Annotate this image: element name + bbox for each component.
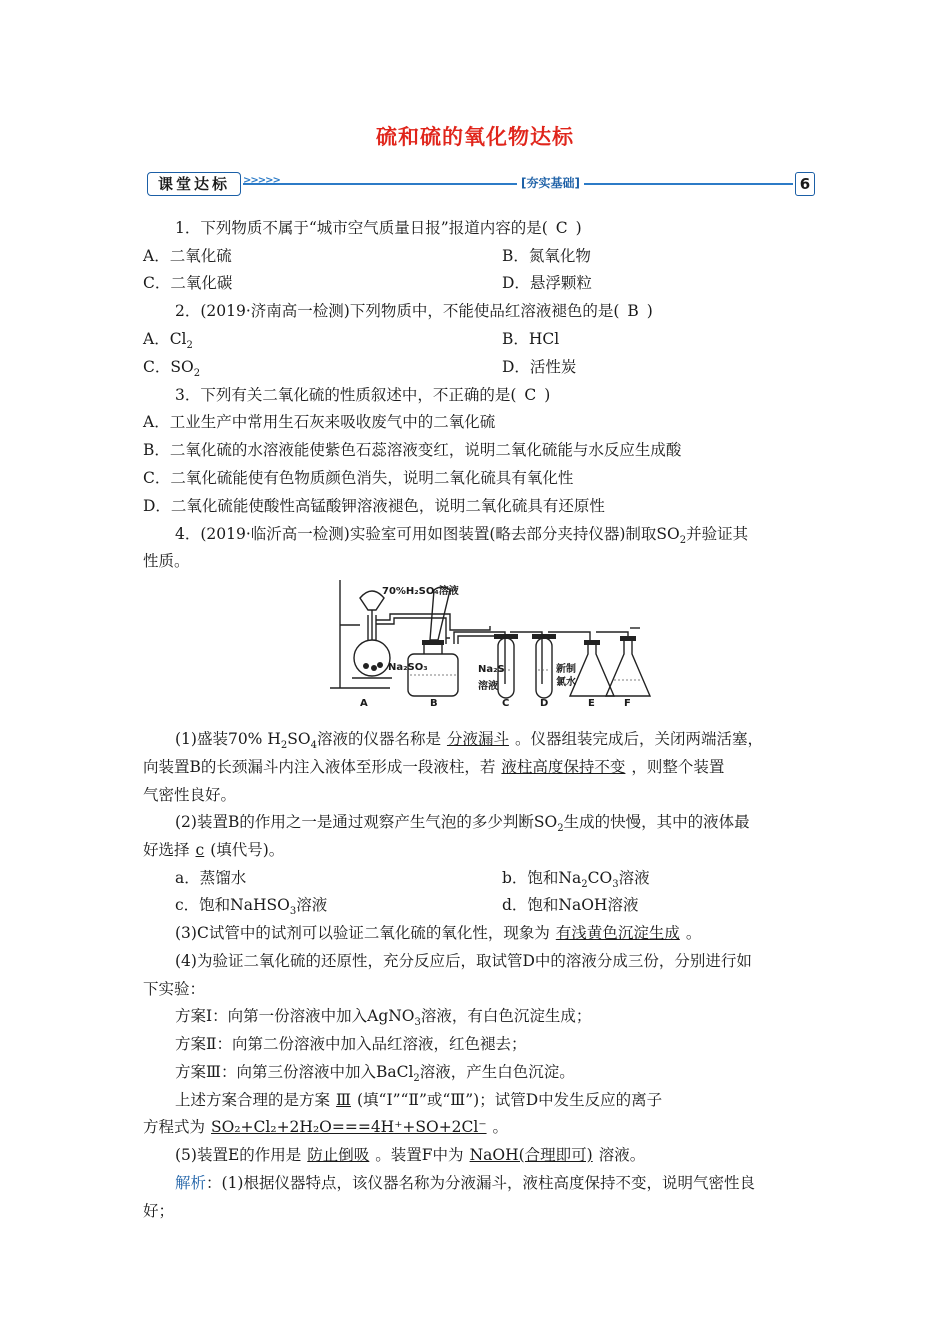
q4-stem-line1: 4．(2019·临沂高一检测)实验室可用如图装置(略去部分夹持仪器)制取$SO_2$并验证其 xyxy=(175,525,749,547)
banner-arrows: >>>>> xyxy=(243,175,280,186)
q4-p1-answer1: 分液漏斗 xyxy=(446,730,509,748)
q3-option-c: C．二氧化硫能使有色物质颜色消失，说明二氧化硫具有氧化性 xyxy=(143,469,574,487)
q4-part4-line2: 下实验： xyxy=(143,980,206,998)
label-c2: 溶液 xyxy=(478,681,498,692)
label-letter-c: C xyxy=(502,698,510,709)
label-d1: 新制 xyxy=(556,664,576,675)
section-banner xyxy=(147,172,815,196)
q4-option-c: c．饱和NaHSO$_3$溶液 xyxy=(175,896,328,918)
q4-p5-answer1: 防止倒吸 xyxy=(307,1146,370,1164)
q4-p4-answer1: Ⅲ xyxy=(336,1091,351,1109)
q4-p5-answer2: NaOH(合理即可) xyxy=(469,1146,593,1164)
q4-part4-line4: 方程式为 SO₂+Cl₂+2H₂O===4H⁺+SO+2Cl⁻ 。 xyxy=(143,1118,509,1136)
q2-option-d: D．活性炭 xyxy=(502,358,577,376)
label-d2: 氯水 xyxy=(556,677,576,688)
q4-stem-line2: 性质。 xyxy=(143,552,190,570)
q4-plan1: 方案Ⅰ：向第一份溶液中加入AgNO$_3$溶液，有白色沉淀生成； xyxy=(175,1007,592,1029)
q4-option-b: b．饱和$Na_2CO_3$溶液 xyxy=(502,869,650,891)
q4-part5: (5)装置E的作用是 防止倒吸 。装置F中为 NaOH(合理即可) 溶液。 xyxy=(175,1143,645,1165)
label-c1: Na₂S xyxy=(478,664,505,675)
label-salt: Na₂SO₃ xyxy=(388,662,428,673)
q2-stem: 2．(2019·济南高一检测)下列物质中，不能使品红溶液褪色的是( B ) xyxy=(175,302,653,320)
q4-option-a: a．蒸馏水 xyxy=(175,869,247,887)
q4-p2-answer: c xyxy=(195,841,205,859)
q1-option-c: C．二氧化碳 xyxy=(143,274,233,292)
q4-part1-line2: 向装置B的长颈漏斗内注入液体至形成一段液柱，若 液柱高度保持不变 ，则整个装置 xyxy=(143,755,724,777)
q1-option-b: B．氮氧化物 xyxy=(502,247,591,265)
q1-option-d: D．悬浮颗粒 xyxy=(502,274,592,292)
q4-part3: (3)C试管中的试剂可以验证二氧化硫的氧化性，现象为 有浅黄色沉淀生成 。 xyxy=(175,921,701,943)
label-letter-e: E xyxy=(588,698,595,709)
q4-p3-answer: 有浅黄色沉淀生成 xyxy=(555,924,680,942)
q3-answer: C xyxy=(524,386,537,404)
banner-tag: 课堂达标 xyxy=(147,172,241,196)
page-title: 硫和硫的氧化物达标 xyxy=(376,125,574,149)
banner-subtitle: [夯实基础] xyxy=(517,174,584,191)
banner-number: 6 xyxy=(795,172,815,196)
q2-option-b: B．HCl xyxy=(502,330,560,348)
label-letter-f: F xyxy=(624,698,631,709)
q1-option-a: A．二氧化硫 xyxy=(143,247,232,265)
q4-plan3: 方案Ⅲ：向第三份溶液中加入BaCl$_2$溶液，产生白色沉淀。 xyxy=(175,1063,575,1085)
label-letter-b: B xyxy=(430,698,438,709)
q4-part1-line1: (1)盛装70% $H_2SO_4$溶液的仪器名称是 分液漏斗 。仪器组装完成后，关闭两端活塞， xyxy=(175,727,763,751)
q4-part2-line2: 好选择 c (填代号)。 xyxy=(143,841,285,859)
q4-p4-answer2: SO₂+Cl₂+2H₂O===4H⁺+SO+2Cl⁻ xyxy=(211,1118,487,1136)
q4-part1-line3: 气密性良好。 xyxy=(143,786,237,804)
q4-part2-line1: (2)装置B的作用之一是通过观察产生气泡的多少判断$SO_2$生成的快慢，其中的液体最 xyxy=(175,813,750,835)
q3-option-d: D．二氧化硫能使酸性高锰酸钾溶液褪色，说明二氧化硫具有还原性 xyxy=(143,497,605,515)
solution-line2: 好； xyxy=(143,1202,175,1220)
q2-answer: B xyxy=(627,302,639,320)
q3-option-a: A．工业生产中常用生石灰来吸收废气中的二氧化硫 xyxy=(143,413,496,431)
q1-stem: 1．下列物质不属于“城市空气质量日报”报道内容的是( C ) xyxy=(175,219,582,237)
q3-stem: 3．下列有关二氧化硫的性质叙述中，不正确的是( C ) xyxy=(175,386,551,404)
q4-plan2: 方案Ⅱ：向第二份溶液中加入品红溶液，红色褪去； xyxy=(175,1035,527,1053)
q4-option-d: d．饱和NaOH溶液 xyxy=(502,896,639,914)
label-letter-d: D xyxy=(540,698,549,709)
q2-option-a: A．$Cl_2$ xyxy=(143,330,193,352)
label-acid: 70%H₂SO₄溶液 xyxy=(382,586,459,597)
q1-answer: C xyxy=(555,219,568,237)
apparatus-figure xyxy=(330,580,660,710)
q2-option-c: C．$SO_2$ xyxy=(143,358,201,380)
q4-part4-line1: (4)为验证二氧化硫的还原性，充分反应后，取试管D中的溶液分成三份，分别进行如 xyxy=(175,952,752,970)
q4-part4-line3: 上述方案合理的是方案 Ⅲ (填“Ⅰ”“Ⅱ”或“Ⅲ”)；试管D中发生反应的离子 xyxy=(175,1091,663,1109)
q3-option-b: B．二氧化硫的水溶液能使紫色石蕊溶液变红，说明二氧化硫能与水反应生成酸 xyxy=(143,441,682,459)
solution-label: 解析 xyxy=(175,1174,207,1192)
label-letter-a: A xyxy=(360,698,368,709)
solution-line1: 解析：(1)根据仪器特点，该仪器名称为分液漏斗，液柱高度保持不变，说明气密性良 xyxy=(175,1174,755,1192)
q4-p1-answer2: 液柱高度保持不变 xyxy=(501,758,626,776)
